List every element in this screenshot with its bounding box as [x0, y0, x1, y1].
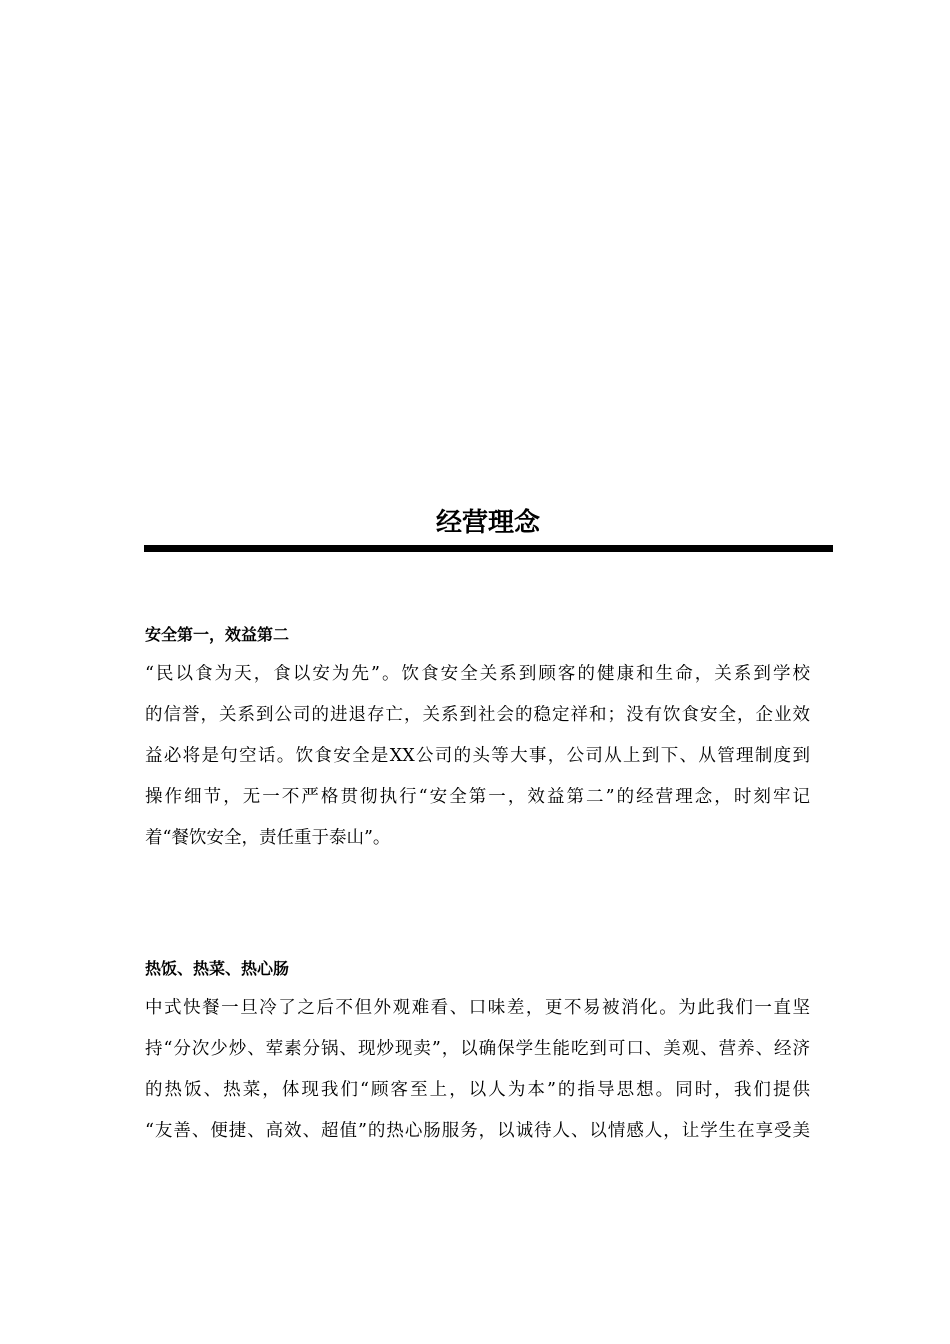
body-line: 持“分次少炒、荤素分锅、现炒现卖”，以确保学生能吃到可口、美观、营养、经济 — [145, 1039, 810, 1059]
body-line: 的信誉，关系到公司的进退存亡，关系到社会的稳定祥和；没有饮食安全，企业效 — [145, 705, 810, 725]
section-heading: 安全第一，效益第二 — [145, 625, 290, 644]
section-heading: 热饭、热菜、热心肠 — [145, 959, 290, 978]
page-title: 经营理念 — [435, 508, 540, 538]
body-line: 着“餐饮安全，责任重于泰山”。 — [145, 828, 391, 848]
body-line: 中式快餐一旦冷了之后不但外观难看、口味差，更不易被消化。为此我们一直坚 — [145, 998, 810, 1018]
section-body — [145, 988, 810, 1152]
body-line: “友善、便捷、高效、超值”的热心肠服务，以诚待人、以情感人，让学生在享受美 — [145, 1121, 810, 1141]
body-line: “民以食为天，食以安为先”。饮食安全关系到顾客的健康和生命，关系到学校 — [145, 664, 810, 684]
section-safety-first — [145, 622, 810, 859]
body-line: 操作细节，无一不严格贯彻执行“安全第一，效益第二”的经营理念，时刻牢记 — [145, 787, 810, 807]
section-body — [145, 654, 810, 859]
body-line: 益必将是句空话。饮食安全是XX公司的头等大事，公司从上到下、从管理制度到 — [145, 746, 810, 766]
title-divider — [144, 545, 833, 552]
section-hot-meals — [145, 956, 810, 1152]
body-line: 的热饭、热菜，体现我们“顾客至上，以人为本”的指导思想。同时，我们提供 — [145, 1080, 810, 1100]
